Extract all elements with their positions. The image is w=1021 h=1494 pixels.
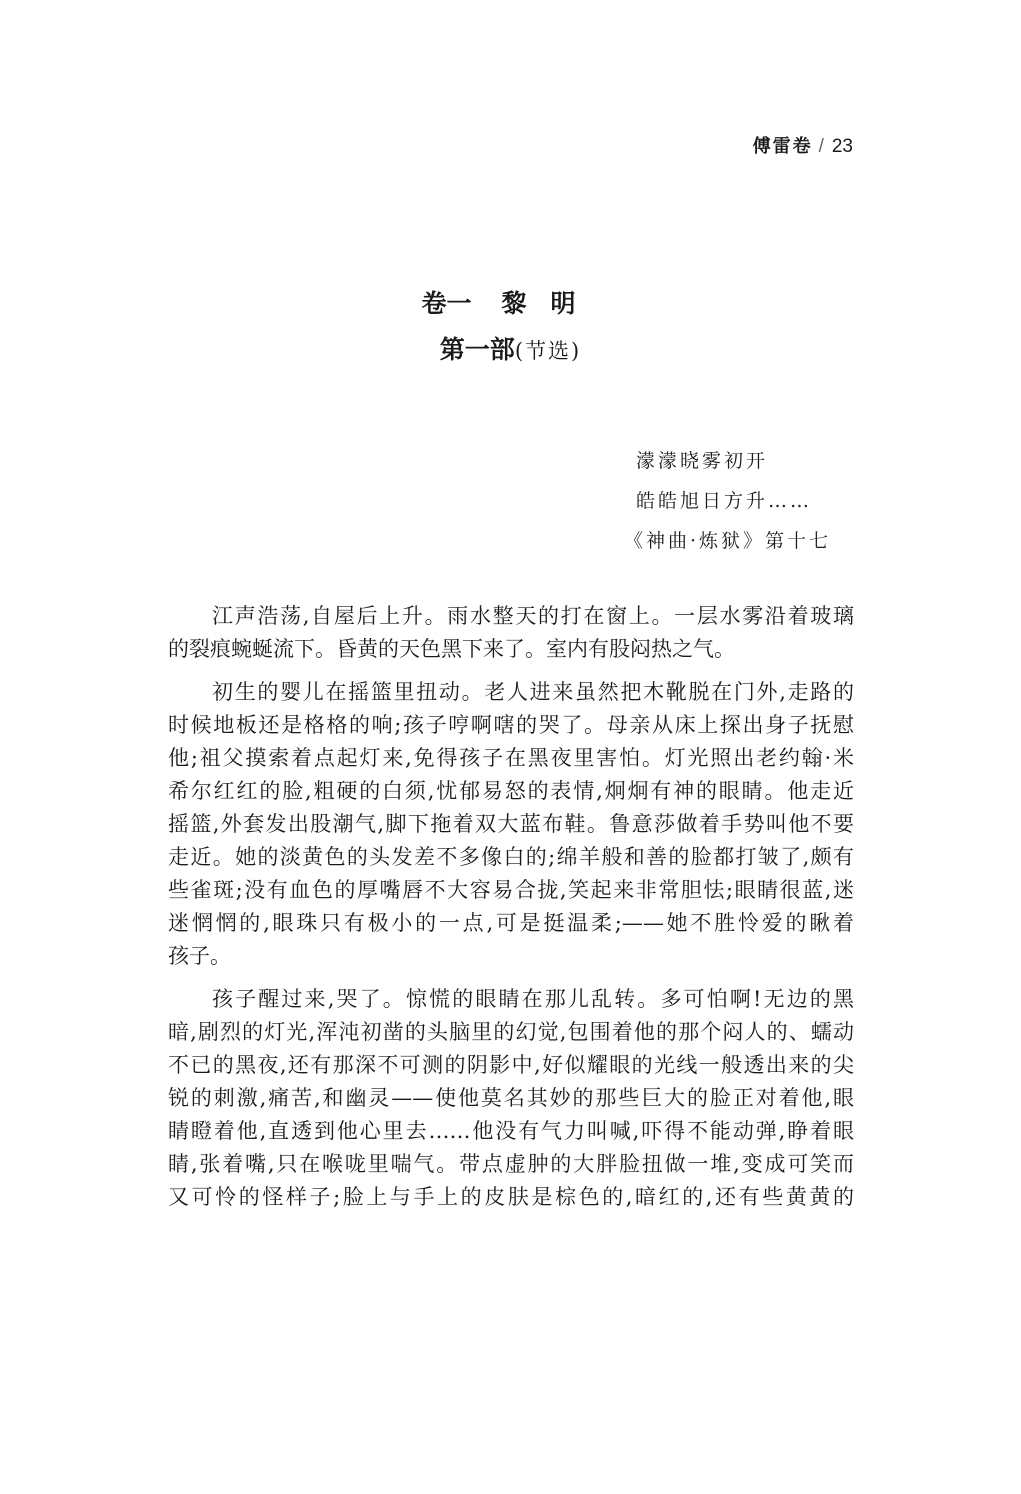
book-title: 傅雷卷 (752, 136, 813, 157)
volume-title: 黎明 (501, 289, 600, 318)
part-heading (0, 330, 1021, 366)
epigraph-line: 皓皓旭日方升…… (636, 490, 813, 512)
text-line: 走近。她的淡黄色的头发差不多像白的;绵羊般和善的脸都打皱了,颇有 (168, 845, 854, 869)
text-line: 摇篮,外套发出股潮气,脚下拖着双大蓝布鞋。鲁意莎做着手势叫他不要 (168, 812, 854, 836)
text-line: 暗,剧烈的灯光,浑沌初凿的头脑里的幻觉,包围着他的那个闷人的、蠕动 (168, 1020, 854, 1044)
body-text (168, 600, 854, 1214)
paragraph (168, 600, 854, 666)
page-number: 23 (831, 136, 853, 157)
volume-heading (0, 284, 1021, 320)
text-line: 的裂痕蜿蜒流下。昏黄的天色黑下来了。室内有股闷热之气。 (168, 637, 735, 661)
text-line: 不已的黑夜,还有那深不可测的阴影中,好似耀眼的光线一般透出来的尖 (168, 1053, 854, 1077)
text-line: 些雀斑;没有血色的厚嘴唇不大容易合拢,笑起来非常胆怯;眼睛很蓝,迷 (168, 878, 854, 902)
text-line: 孩子。 (168, 944, 231, 968)
volume-label: 卷一 (421, 289, 472, 318)
part-label: 第一部 (439, 335, 515, 364)
epigraph-source: 《神曲·炼狱》第十七 (624, 530, 832, 552)
header-separator: / (818, 136, 826, 157)
running-header (753, 132, 853, 158)
text-line: 迷惘惘的,眼珠只有极小的一点,可是挺温柔;——她不胜怜爱的瞅着 (168, 911, 854, 935)
epigraph (624, 447, 831, 567)
text-line: 又可怜的怪样子;脸上与手上的皮肤是棕色的,暗红的,还有些黄黄的 (168, 1185, 854, 1209)
text-line: 初生的婴儿在摇篮里扭动。老人进来虽然把木靴脱在门外,走路的 (212, 680, 854, 704)
paragraph (168, 676, 854, 973)
text-line: 时候地板还是格格的响;孩子哼啊嗐的哭了。母亲从床上探出身子抚慰 (168, 713, 854, 737)
part-note: (节选) (514, 339, 582, 363)
text-line: 锐的刺激,痛苦,和幽灵——使他莫名其妙的那些巨大的脸正对着他,眼 (168, 1086, 854, 1110)
text-line: 他;祖父摸索着点起灯来,免得孩子在黑夜里害怕。灯光照出老约翰·米 (168, 746, 854, 770)
text-line: 孩子醒过来,哭了。惊慌的眼睛在那儿乱转。多可怕啊!无边的黑 (212, 987, 854, 1011)
epigraph-line: 濛濛晓雾初开 (636, 450, 769, 472)
text-line: 睛,张着嘴,只在喉咙里喘气。带点虚肿的大胖脸扭做一堆,变成可笑而 (168, 1152, 854, 1176)
text-line: 睛瞪着他,直透到他心里去……他没有气力叫喊,吓得不能动弹,睁着眼 (168, 1119, 854, 1143)
text-line: 江声浩荡,自屋后上升。雨水整天的打在窗上。一层水雾沿着玻璃 (212, 604, 854, 628)
paragraph (168, 983, 854, 1214)
text-line: 希尔红红的脸,粗硬的白须,忧郁易怒的表情,炯炯有神的眼睛。他走近 (168, 779, 854, 803)
